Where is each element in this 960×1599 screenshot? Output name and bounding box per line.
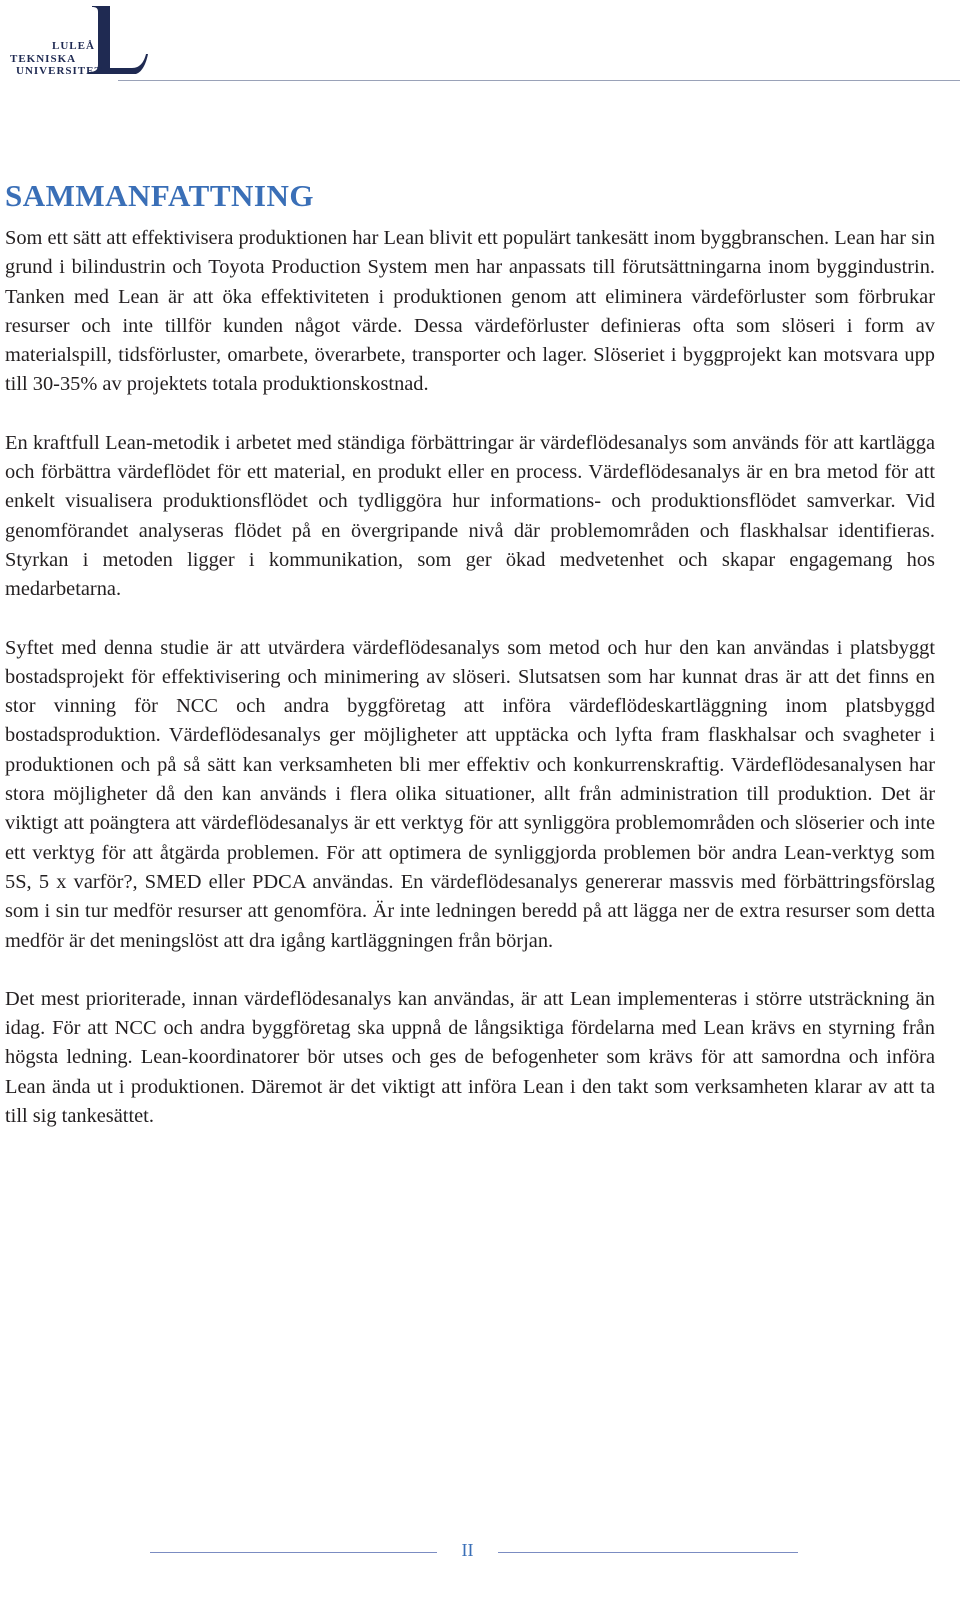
page-title: SAMMANFATTNING [5,178,314,213]
paragraph-3: Syftet med denna studie är att utvärdera värdeflödesanalys som metod och hur den kan användas i platsbyggt bostadsprojekt för effektivisering och minimering av slöseri. Slutsatsen som har kunnat dras är att det finns en stor vinning för NCC och andra byggföretag att införa värdeflödeskartläggning inom platsbyggd bostadsproduktion. Värdeflödesanalys ger möjligheter att upptäcka och lyfta fram flaskhalsar och svagheter i produktionen och på så sätt kan verksamheten bli mer effektiv och konkurrenskraftig. Värdeflödesanalysen har stora möjligheter då den kan används i flera olika situationer, allt från administration till produktion. Det är viktigt att poängtera att värdeflödesanalys är ett verktyg för att synliggöra problemområden och slöserier och inte ett verktyg för att åtgärda problemen. För att optimera de synliggjorda problemen bör andra Lean-verktyg som 5S, 5 x varför?, SMED eller PDCA användas. En värdeflödesanalys genererar massvis med förbättringsförslag som i sin tur medför resurser att genomföra. Är inte ledningen beredd på att lägga ner de extra resurser som detta medför är det meningslöst att dra igång kartläggningen från början. [5,636,935,952]
footer-rule-right [498,1552,798,1553]
footer-rule-left [150,1552,437,1553]
paragraph-4: Det mest prioriterade, innan värdeflödesanalys kan användas, är att Lean implementeras i större utsträckning än idag. För att NCC och andra byggföretag ska uppnå de långsiktiga fördelarna med Lean krävs en styrning från högsta ledning. Lean-koordinatorer bör utses och ges de befogenheter som krävs för att samordna och införa Lean ända ut i produktionen. Däremot är det viktigt att införa Lean i den takt som verksamheten klarar av att ta till sig tankesättet. [5,987,935,1128]
paragraph-1: Som ett sätt att effektivisera produktionen har Lean blivit ett populärt tankesätt inom byggbranschen. Lean har sin grund i bilindustrin och Toyota Production System men har anpassats till förutsättningarna inom byggindustrin. Tanken med Lean är att öka effektiviteten i produktionen genom att eliminera värdeförluster som förbrukar resurser och inte tillför kunden något värde. Dessa värdeförluster definieras ofta som slöseri i form av materialspill, tidsförluster, omarbete, överarbete, transporter och lager. Slöseriet i byggprojekt kan motsvara upp till 30-35% av projektets totala produktionskostnad. [5,227,935,396]
logo-text-line3: UNIVERSITET [16,65,103,77]
paragraph-2: En kraftfull Lean-metodik i arbetet med ständiga förbättringar är värdeflödesanalys som används för att kartlägga och förbättra värdeflödet för ett material, en produkt eller en process. Värdeflödesanalys är en bra metod för att enkelt visualisera produktionsflödet och tydliggöra hur informations- och produktionsflödet samverkar. Vid genomförandet analyseras flödet på en övergripande nivå där problemområden och flaskhalsar identifieras. Styrkan i metoden ligger i kommunikation, som ger ökad medvetenhet och skapar engagemang hos medarbetarna. [5,431,935,601]
page-number: II [461,1540,474,1560]
university-logo [10,2,150,80]
page-footer [0,1540,960,1570]
header-rule [118,80,960,81]
main-content [5,178,935,1160]
logo-text-line2: TEKNISKA [10,53,77,65]
page-header [0,0,960,90]
logo-text-line1: LULEÅ [52,40,95,52]
